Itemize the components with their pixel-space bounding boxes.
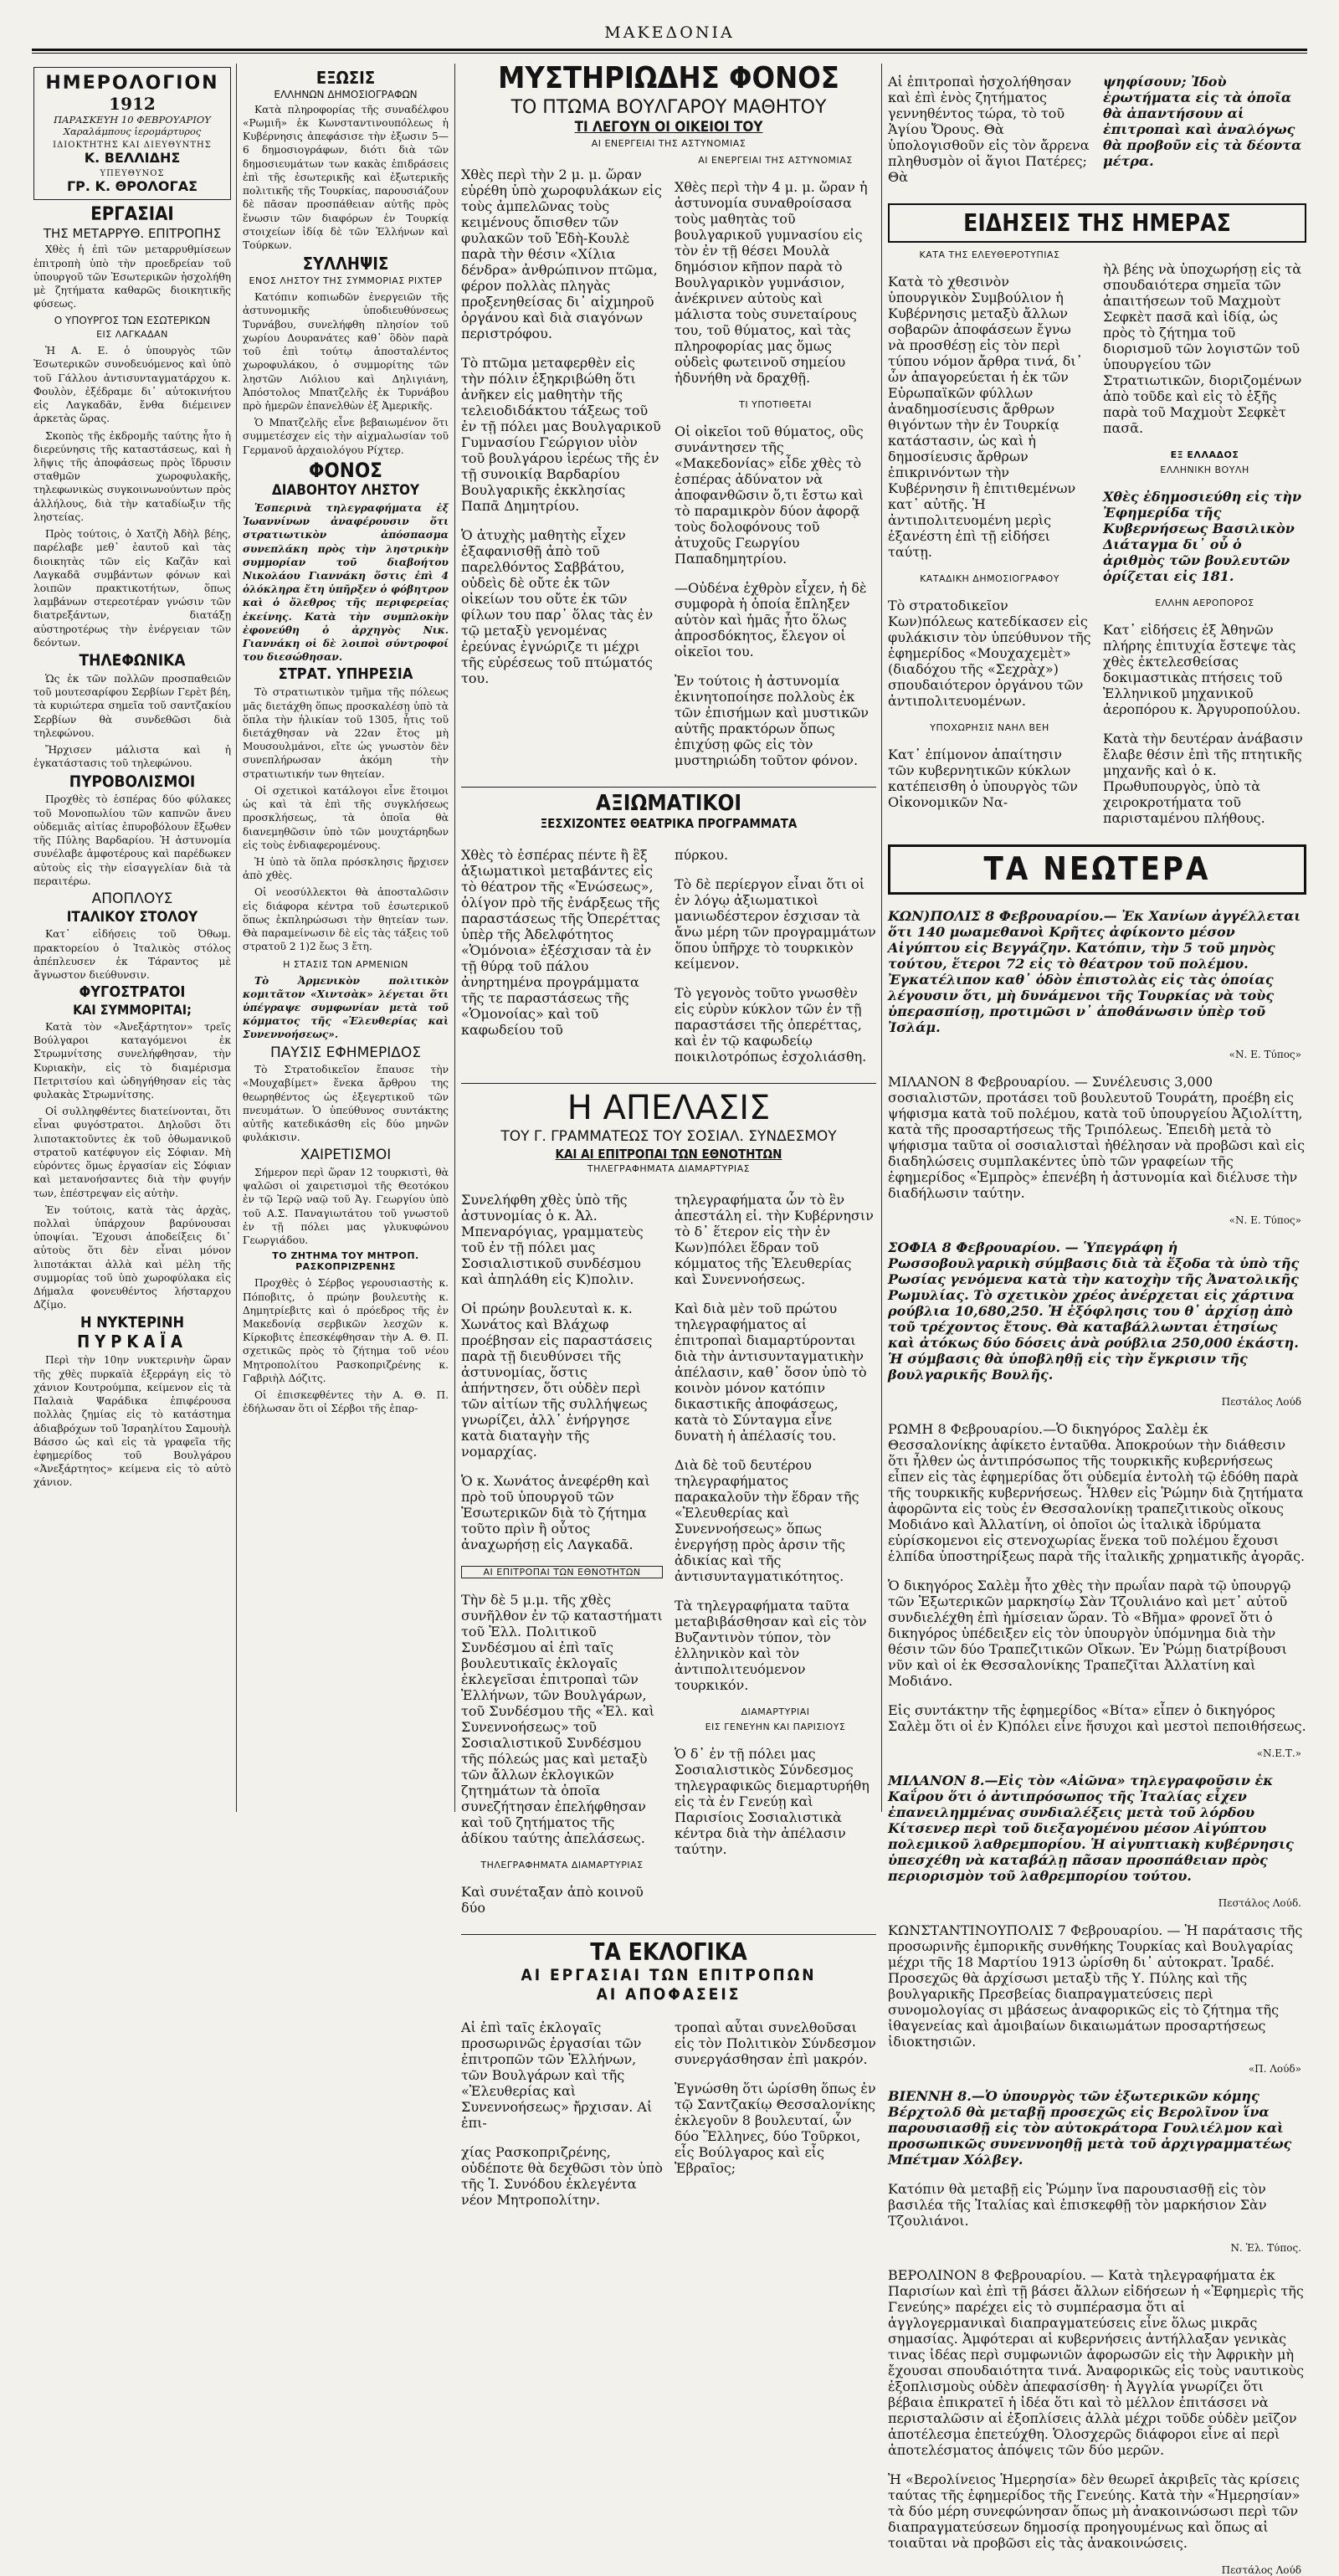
article-text: Τὸ δὲ περίεργον εἶναι ὅτι οἱ ἐν λόγῳ ἀξιωματικοὶ μανιωδέστερον ἐσχισαν τὰ ἄνω μέρη τῶν προγραμμάτων ὅπου ὑπῆρχε τὸ τουρκικὸν κείμενον.	[675, 875, 876, 972]
article-text: Κατὰ τὸ χθεσινὸν ὑπουργικὸν Συμβούλιον ἡ Κυβέρνησις μεταξὺ ἄλλων σοβαρῶν ἀποφάσεων ἔγνω νὰ προσθέσῃ εἰς τὸν περὶ τύπου νόμον ἄρθρα τινά, δι᾽ ὧν ἀπαγορεύεται ἡ ἐκ τῶν Εὐρωπαϊκῶν φύλλων ἀναδημοσίευσις ἄρθρων θιγόντων τὴν ἐν Τουρκίᾳ κατάστασιν, ὡς καὶ ἡ δημοσίευσις ἄρθρων ἐπικρινόντων τὴν Κυβέρνησιν ἢ ἐπιτιθεμένων κατ᾽ αὐτῆς. Ἡ ἀντιπολιτευομένη μερὶς ἐξανέστη ἐπὶ τῇ εἰδήσει ταύτῃ.	[888, 274, 1083, 561]
headline-sub: ΤΗΛΕΓΡΑΦΗΜΑΤΑ ΔΙΑΜΑΡΤΥΡΙΑΣ	[587, 1163, 751, 1175]
headline: ΜΥΣΤΗΡΙΩΔΗΣ ΦΟΝΟΣ	[498, 61, 839, 95]
news-item: Ἡ «Βερολίνειος Ἡμερησία» δὲν θεωρεῖ ἀκριβεῖς τὰς κρίσεις ταύτας τῆς ἐφημερίδος τῆς Γενεύης. Κατὰ τὴν «Ἡμερησίαν» τὰ δύο μέρη συνεφώνησαν ὅπως μὴ ἀνακοινώσωσι περὶ τῶν διαπραγματεύσεων δημοσίᾳ προηγουμένως καὶ ὅπως αἱ τοιαῦται νὰ προβῶσι εἰς τὰς ἀνακοινώσεις.	[888, 2471, 1301, 2552]
article-text: Συνελήφθη χθὲς ὑπὸ τῆς ἀστυνομίας ὁ κ. Ἀλ. Μπεναρόγιας, γραμματεὺς τοῦ ἐν τῇ πόλει μας Σοσιαλιστικοῦ συνδέσμου καὶ ἀπηλάθη εἰς Κ)πολιν.	[461, 1192, 644, 1288]
news-source: «Ν. Ε. Τύπος»	[1229, 1214, 1301, 1227]
article-text: Διὰ δὲ τοῦ δευτέρου τηλεγραφήματος παρακαλοῦν τὴν ἕδραν τῆς «Ἐλευθερίας καὶ Συνεννοήσεως» ὅπως ἐνεργήσῃ πρὸς ἀρσιν τῆς ἀδικίας καὶ τῆς ἀντισυνταγματικότητος.	[675, 1457, 859, 1585]
article-title: ΣΥΛΛΗΨΙΣ	[302, 254, 389, 275]
article-title: Η ΣΤΑΣΙΣ ΤΩΝ ΑΡΜΕΝΙΩΝ	[283, 958, 408, 970]
news-item: ΒΕΡΟΛΙΝΟΝ 8 Φεβρουαρίου. — Κατὰ τηλεγραφήματα ἐκ Παρισίων καὶ ἐπὶ τῇ βάσει ἄλλων εἰδήσεων ἡ «Ἐφημερὶς τῆς Γενεύης» παρέχει εἰς τὸ συμπέρασμα ὅτι αἱ ἀγγλογερμανικαὶ διαπραγματεύσεις εἶνε ὅλως μικρᾶς σημασίας. Ἀμφότεραι αἱ κυβερνήσεις ἀντήλλαξαν γενικὰς τινας ἰδέας περὶ συμφωνιῶν ἀφορωσῶν εἰς τὴν Ἀφρικὴν μὴ ἔχουσαι σπουδαιότητα τινά. Ἀναφορικῶς εἰς τοὺς ναυτικοὺς ἐξοπλισμοὺς οὐδὲν ἀπεφασίσθη· ἡ Ἀγγλία γνωρίζει ὅτι βέβαια ἐπικρατεῖ ἡ ἰδέα ὅτι καὶ τὸ μέλλον ἐπιτάσσει νὰ περισταλῶσιν αἱ ἐξοπλίσεις ἀλλὰ μέχρι τοῦδε οὐδὲν μεῖζον ἀποτέλεσμα ἐπετεύχθη. Ὁλοσχερῶς διάφοροι εἶνε αἱ περὶ ἀποτελέσματος ἀπόψεις τῶν δύο μερῶν.	[888, 2267, 1305, 2459]
column-2	[243, 67, 449, 1812]
column-separator	[236, 64, 237, 1812]
article-text: Ὁ Μπατζελῆς εἶνε βεβαιωμένον ὅτι συμμετέσχεν εἰς τὴν αἰχμαλωσίαν τοῦ Γερμανοῦ ἀρχαιολόγου Ρίχτερ.	[243, 417, 449, 456]
article-text: Οἱ συλληφθέντες διατείνονται, ὅτι εἶναι φυγόστρατοι. Δηλοῦσι ὅτι λιποτακτοῦντες ἐκ τοῦ ὀθωμανικοῦ στρατοῦ κατέφυγον εἰς Σόφιαν. Μὴ εὑρόντες ὅμως ἐργασίαν εἰς Σόφιαν καὶ μετανοήσαντες διὰ τὴν φυγήν των, ἐπέστρεψαν εἰς αὐτὴν.	[33, 1106, 231, 1199]
section-title: ΑΙ ΕΠΙΤΡΟΠΑΙ ΤΩΝ ΕΘΝΟΤΗΤΩΝ	[461, 1566, 663, 1578]
headline-sub: ΑΙ ΕΝΕΡΓΕΙΑΙ ΤΗΣ ΑΣΤΥΝΟΜΙΑΣ	[591, 137, 746, 149]
calendar-title: ΗΜΕΡΟΛΟΓΙΟΝ	[45, 73, 219, 94]
article-text: Ἑσπερινὰ τηλεγραφήματα ἐξ Ἰωαννίνων ἀναφέρουσιν ὅτι στρατιωτικὸν ἀπόσπασμα συνεπλάκη πρὸς τὴν ληστρικὴν συμμορίαν τοῦ διαβοήτου Νικολάου Γιαννάκη ὅστις ἐπὶ 4 ὁλόκληρα ἔτη ὑπῆρξεν ὁ φόβητρον καὶ ὁ ὄλεθρος τῆς περιφερείας ἐκείνης. Κατὰ τὴν συμπλοκὴν ἐφονεύθη ὁ ἀρχηγὸς Νικ. Γιαννάκη οἱ δὲ λοιποὶ σύντροφοί του διεσώθησαν.	[243, 501, 449, 664]
top-rule-thin	[32, 53, 1307, 54]
top-rule	[32, 49, 1307, 51]
news-source: Πεστάλος Λούδ.	[1218, 1897, 1301, 1910]
news-item: ΜΙΛΑΝΟΝ 8.—Εἰς τὸν «Αἰῶνα» τηλεγραφοῦσιν ἐκ Καΐρου ὅτι ὁ ἀντιπρόσωπος τῆς Ἰταλίας εἶχεν ἐπανειλημμένας συνδιαλέξεις μετὰ τοῦ λόρδου Κίτσενερ περὶ τοῦ διεξαγομένου μέσον Αἰγύπτου πολεμικοῦ λαθρεμπορίου. Ἡ αἰγυπτιακὴ κυβέρνησις ὑπεσχέθη νὰ καταβάλῃ πᾶσαν προσπάθειαν πρὸς περιορισμὸν τοῦ λαθρεμπορίου τούτου.	[888, 1773, 1294, 1885]
article-text: Οἱ νεοσύλλεκτοι θὰ ἀποσταλῶσιν εἰς διάφορα κέντρα τοῦ ἐσωτερικοῦ ὅπως ἐκπληρώσωσι τὴν θητείαν των. Θὰ παραμείνωσιν δὲ εἰς τὰς τάξεις τοῦ στρατοῦ 2 1)2 ἔως 3 ἔτη.	[243, 886, 449, 953]
article-text: Ἡ Α. Ε. ὁ ὑπουργὸς τῶν Ἐσωτερικῶν συνοδευόμενος καὶ ὑπὸ τοῦ Γάλλου ἀντισυνταγματάρχου κ. Φουλὸν, ἐξέδραμε δι᾽ αὐτοκινήτου εἰς Λαγκαδᾶν, ἔνθα διέμεινεν ἀρκετὰς ὥρας.	[33, 345, 231, 425]
responsible-name: ΓΡ. Κ. ΘΡΟΛΟΓΑΣ	[66, 178, 198, 194]
article-text: Οἱ σχετικοὶ κατάλογοι εἶνε ἕτοιμοι ὡς καὶ τὰ ἐπὶ τῆς συγκλήσεως προσκλήσεως, τὰ ὁποῖα θὰ διανεμηθῶσιν ὑπὸ τῶν μουχτάρηδων εἰς τοὺς ἐνδιαφερομένους.	[243, 784, 449, 851]
news-source: «Π. Λούδ»	[1248, 2063, 1301, 2076]
column-1	[33, 67, 231, 1812]
article-text: Σήμερον περὶ ὥραν 12 τουρκιστὶ, θὰ ψαλῶσι οἱ χαιρετισμοὶ τῆς Θεοτόκου ἐν τῷ Ἱερῷ ναῷ τοῦ Ἀγ. Γεωργίου ὑπὸ τοῦ Α.Σ. Παναγιωτάτου τοῦ γνωστοῦ ἐν τῇ πόλει μας γλυκυφώνου Γεωργιάδου.	[243, 1167, 449, 1247]
news-item: ΜΙΛΑΝΟΝ 8 Φεβρουαρίου. — Συνέλευσις 3,000 σοσιαλιστῶν, προτάσει τοῦ βουλευτοῦ Τουράτη, προέβη εἰς ψήφισμα κατὰ τοῦ πολέμου, κατὰ τοῦ ὑπουργείου Ἀζιολίττη, κατὰ τῆς προσαρτήσεως τῆς Τριπόλεως. Ἐπειδὴ μετὰ τὸ ψήφισμα ταῦτα οἱ σοσιαλισταὶ ἠθέλησαν νὰ προβῶσι καὶ εἰς διαδηλώσεις συμπλακέντες ὑπὸ τῶν γραφείων τῆς ἐφημερίδος «Ἐμπρὸς» ἐπενέβη ἡ ἀστυνομία καὶ διέλυσε τὴν διαδήλωσιν ταύτην.	[888, 1074, 1306, 1202]
article-title: ΠΑΥΣΙΣ ΕΦΗΜΕΡΙΔΟΣ	[269, 1044, 422, 1061]
article-title: ΚΑΤΑ ΤΗΣ ΕΛΕΥΘΕΡΟΤΥΠΙΑΣ	[919, 249, 1060, 261]
article-title: ΧΑΙΡΕΤΙΣΜΟΙ	[300, 1147, 392, 1164]
section-title: ΕΙΣ ΓΕΝΕΥΗΝ ΚΑΙ ΠΑΡΙΣΙΟΥΣ	[705, 1722, 846, 1733]
article-text: Τὸ στρατοδικεῖον Κων)πόλεως κατεδίκασεν εἰς φυλάκισιν τὸν ὑπεύθυνον τῆς ἐφημερίδος «Μουχαχεμὲτ» (διαδόχου τῆς «Σεχρὰχ») σπουδαιότερον ὀργάνου τῶν ἀντιπολιτευομένων.	[888, 598, 1091, 710]
article-text: τροπαὶ αὗται συνελθοῦσαι εἰς τὸν Πολιτικὸν Σύνδεσμον συνεργάσθησαν ἐπὶ μακρόν.	[675, 2019, 876, 2067]
article-text: Ἐν τούτοις, κατὰ τὰς ἀρχὰς, πολλαὶ ὑπάρχουν βαρύνουσαι ὑποψίαι. Ἔχουσι ἀποδείξεις δι᾽ αὐτοὺς ὅτι δὲν εἶναι μόνον λιποτάκται ἀλλὰ καὶ μέλη τῆς συμμορίας τοῦ ὑπὸ χωροφύλακα εἰς Δήμαλα φονευθέντος λήσταρχου Δζίμο.	[33, 1203, 231, 1311]
article-title: ΠΥΡΚΑΪΑ	[77, 1332, 187, 1352]
article-text: Προχθὲς ὁ Σέρβος γερουσιαστὴς κ. Πόποβιτς, ὁ πρώην βουλευτὴς κ. Δημητρίεβιτς καὶ ὁ πρόεδρος τῆς ἐν Μακεδονίᾳ σερβικῶν λεσχῶν κ. Κίρκοβιτς ἐπεσκέφθησαν τὴν Α. Θ. Π. σχετικῶς πρὸς τὸ ζήτημα τοῦ νέου Μητροπολίτου Ρασκοπριζρένης κ. Γαβριὴλ Δόζιτς.	[243, 1277, 449, 1384]
article-text: Κατόπιν κοπιωδῶν ἐνεργειῶν τῆς ἀστυνομικῆς ὑποδιευθύνσεως Τυρνάβου, συνελήφθη πλησίον τοῦ χωρίου Δουρανάτες καθ᾽ ὃδὸν παρὰ τοῦ ἐπὶ τούτῳ ἀποσταλέντος χωροφυλάκου, ὁ συμμορίτης τῶν ληστῶν Λιόλιου καὶ Δηλιγιάνη, Ἀπόστολος Μπατζελῆς ἐκ Τυρνάβου πρὸ ἡμερῶν ἐπανελθὼν ἐξ Ἀμερικῆς.	[243, 291, 449, 412]
article-subtitle: ΤΗΣ ΜΕΤΑΡΡΥΘ. ΕΠΙΤΡΟΠΗΣ	[43, 226, 222, 242]
news-item: ΚΩΝΣΤΑΝΤΙΝΟΥΠΟΛΙΣ 7 Φεβρουαρίου. — Ἡ παράτασις τῆς προσωρινῆς ἐμπορικῆς συνθήκης Τουρκίας καὶ Βουλγαρίας μέχρι τῆς 18 Μαρτίου 1913 ὡρίσθη δι᾽ αὐτοκρατ. Ἰραδέ. Προσεχῶς θὰ ἀρχίσωσι μεταξὺ τῆς Υ. Πύλης καὶ τῆς βουλγαρικῆς Πρεσβείας διαπραγματεύσεις περὶ συνομολογίας σι μβάσεως ἀναφορικῶς εἰς τὸ ζήτημα τῆς ἰθαγενείας καὶ ἀμοιβαίων δικαιωμάτων προσαρτήσεως ἰδιοκτησιῶν.	[888, 1922, 1303, 2050]
article-text: Χθὲς τὸ ἑσπέρας πέντε ἢ ἓξ ἀξιωματικοὶ μεταβάντες εἰς τὸ θέατρον τῆς «Ἑνώσεως», ὀλίγον πρὸ τῆς ἐνάρξεως τῆς παραστάσεως τῆς Ὀπερέττας ὑπὲρ τῆς Ἀδελφότητος «Ὁμόνοια» ἐξέσχισαν τὰ ἐν τῇ θύρᾳ τοῦ πάλου ἀνηρτημένα προγράμματα τῆς τε παραστάσεως τῆς «Ὁμονοίας» καὶ τοῦ καφωδείου τοῦ	[461, 846, 660, 1038]
owner-name: Κ. ΒΕΛΛΙΔΗΣ	[84, 150, 181, 166]
article-title: Η ΝΥΚΤΕΡΙΝΗ	[80, 1313, 185, 1332]
news-item: Ὁ δικηγόρος Σαλὲμ ἦτο χθὲς τὴν πρωΐαν παρὰ τῷ ὑπουργῷ τῶν Ἐξωτερικῶν μαρκησίῳ Σὰν Τζουλιάνο καὶ μετ᾽ αὐτοῦ συνδιελέχθη ἐπὶ ἡμίσειαν ὥραν. Τὸ «Βῆμα» φρονεῖ ὅτι ὁ δικηγόρος ὑπέδειξεν εἰς τὸν ὑπουργὸν ὑπόμνημα διὰ τὴν θέσιν τῶν δύο Τραπεζιτικῶν Οἴκων. Ἐν Ῥώμῃ διατρίβουσι νῦν καὶ οἱ ἐκ Θεσσαλονίκης Τραπεζῖται Ἀλλατίνη καὶ Μοδιάνο.	[888, 1578, 1291, 1690]
newspaper-title: ΜΑΚΕΔΟΝΙΑ	[604, 23, 735, 42]
article-text: Οἱ πρώην βουλευταὶ κ. κ. Χωνάτος καὶ Βλάχωφ προέβησαν εἰς παραστάσεις παρὰ τῇ διευθύνσει τῆς ἀστυνομίας, ὅστις ἀπήντησεν, ὅτι οὐδὲν περὶ τῶν αἰτίων τῆς συλλήψεως γνωρίζει, ἀλλ᾽ ἐνήργησε κατὰ διαταγὴν τῆς νομαρχίας.	[461, 1301, 653, 1460]
article-text: Τὸ στρατιωτικὸν τμῆμα τῆς πόλεως μᾶς διετάχθη ὅπως προσκαλέσῃ ὑπὸ τὰ ὅπλα τὴν ἡλικίαν τοῦ 1305, ἧτις τοῦ διετάχθησαν νὰ 22αν ἔτος μὴ Μουσουλμάνοι, εἴτε ὡς γνωστὸν δὲν συνεπλήρωσαν ἀκόμη τὴν στρατιωτικήν των θητείαν.	[243, 686, 449, 780]
section-banner: ΕΙΔΗΣΕΙΣ ΤΗΣ ΗΜΕΡΑΣ	[963, 209, 1231, 237]
section-banner: ΤΑ ΝΕΩΤΕΡΑ	[983, 850, 1211, 888]
article-title: ΕΞ ΕΛΛΑΔΟΣ	[1170, 449, 1239, 461]
news-item: Κατόπιν θὰ μεταβῇ εἰς Ῥώμην ἵνα παρουσιασθῇ εἰς τὸν βασιλέα τῆς Ἰταλίας καὶ ἐπισκεφθῇ τὸν μαρκήσιον Σὰν Τζουλιάνοι.	[888, 2181, 1267, 2230]
article-text: Αἱ ἐπὶ ταῖς ἐκλογαῖς προσωρινῶς ἐργασίαι τῶν ἐπιτροπῶν τῶν Ἑλλήνων, τῶν Βουλγάρων καὶ τῆς «Ἐλευθερίας καὶ Συνεννοήσεως» ἤρχισαν. Αἱ ἐπι-	[461, 2019, 653, 2131]
article-title: ΕΞΩΣΙΣ	[316, 68, 376, 88]
article-text: Τὸ Στρατοδικεῖον ἔπαυσε τὴν «Μουχαβίμετ» ἕνεκα ἄρθρου της θεωρηθέντος ὡς ἐξεγερτικοῦ τῶν πνευμάτων. Ὁ ὑπεύθυνος συντάκτης αὐτῆς κατεδικάσθη εἰς δύο μηνῶν φυλάκισιν.	[243, 1064, 449, 1144]
article-text: Ὁ ἀτυχὴς μαθητὴς εἶχεν ἐξαφανισθῇ ἀπὸ τοῦ παρελθόντος Σαββάτου, οὐδεὶς δὲ οὔτε ἐκ τῶν οἰκείων του οὔτε ἐκ τῶν φίλων του παρ᾽ ὅλας τὰς ἐν τῷ μεταξὺ γενομένας ἐρεύνας ἐγνώριζε τι μέχρι τῆς εὑρέσεως τοῦ πτώματός του.	[461, 526, 654, 686]
article-text: Ἐν τούτοις ἡ ἀστυνομία ἐκινητοποίησε πολλοὺς ἐκ τῶν ἐπισήμων καὶ μυστικῶν αὐτῆς πρακτόρων ὅπως ἐπιχύσῃ φῶς εἰς τὸν μυστηριώδη τοῦτον φόνον.	[675, 672, 869, 768]
article-title: ΥΠΟΧΩΡΗΣΙΣ ΝΑΗΛ ΒΕΗ	[930, 722, 1049, 734]
article-text: —Οὐδένα ἐχθρὸν εἶχεν, ἡ δὲ συμφορὰ ἡ ὁποία ἔπληξεν αὐτὸν καὶ ἡμᾶς ἦτο ὅλως ἀπροσδόκητος, ἔλεγον οἱ οἰκεῖοι του.	[675, 579, 867, 659]
article-title: ΕΡΓΑΣΙΑΙ	[90, 204, 174, 225]
column-separator	[454, 64, 455, 1812]
right-columns	[888, 60, 1306, 2576]
article-title: ΚΑΙ ΣΥΜΜΟΡΙΤΑΙ;	[73, 1002, 192, 1019]
section-title: ΤΗΛΕΓΡΑΦΗΜΑΤΑ ΔΙΑΜΑΡΤΥΡΙΑΣ	[480, 1860, 644, 1871]
news-item: ΣΟΦΙΑ 8 Φεβρουαρίου. — Ὑπεγράφη ἡ Ρωσσοβουλγαρικὴ σύμβασις διὰ τὰ ἔξοδα τὰ ὑπὸ τῆς Ρωσίας γενόμενα κατὰ τὴν κατοχὴν τῆς Ἀνατολικῆς Ρωμυλίας. Τὸ σχετικὸν χρέος ἀνέρχεται εἰς χάρτινα ρούβλια 10,680,250. Ἡ ἐξόφλησις του θ᾽ ἀρχίσῃ ἀπὸ τοῦ τρέχοντος ἔτους. Θὰ καταβάλλωνται ἐτησίως καὶ ἀτόκως δύο δόσεις ἀνὰ ρούβλια 250,000 ἑκάστη. Ἡ σύμβασις θὰ ὑποβληθῇ εἰς τὴν ἔγκρισιν τῆς βουλγαρικῆς Βουλῆς.	[888, 1239, 1300, 1383]
article-text: πύρκου.	[675, 846, 729, 863]
section-title: ΔΙΑΜΑΡΤΥΡΙΑΙ	[741, 1706, 810, 1718]
article-text: Καὶ διὰ μὲν τοῦ πρώτου τηλεγραφήματος αἱ ἐπιτροπαὶ διαμαρτύρονται διὰ τὴν ἀντισυνταγματικὴν ἀπέλασιν, καθ᾽ ὅσον ὑπὸ τὸ κοινὸν μόνον κατόπιν δικαστικῆς ἀποφάσεως, κατὰ τὸ Σύνταγμα εἶνε δυνατὴ ἡ ἀπέλασίς του.	[675, 1301, 867, 1445]
article-text: Τὸ γεγονὸς τοῦτο γνωσθὲν εἰς εὐρὺν κύκλον τῶν ἐν τῇ παραστάσει τῆς ὀπερέττας, καὶ ἐν τῷ καφωδείῳ ποικιλοτρόπως ἐσχολιάσθη.	[675, 984, 867, 1065]
article-text: ψηφίσουν; Ἰδοὺ ἐρωτήματα εἰς τὰ ὁποῖα θὰ ἀπαντήσουν αἱ ἐπιτροπαὶ καὶ ἀναλόγως θὰ προβοῦν εἰς τὰ δέοντα μέτρα.	[1103, 74, 1302, 169]
article-title: ΣΤΡΑΤ. ΥΠΗΡΕΣΙΑ	[278, 665, 413, 684]
article-title: ΑΠΟΠΛΟΥΣ	[91, 890, 173, 907]
section-title: ΑΙ ΕΝΕΡΓΕΙΑΙ ΤΗΣ ΑΣΤΥΝΟΜΙΑΣ	[698, 154, 853, 166]
calendar-box	[33, 67, 231, 200]
news-source: Ν. Ἐλ. Τύπος.	[1230, 2242, 1301, 2255]
article-subtitle: ΕΛΛΗΝΙΚΗ ΒΟΥΛΗ	[1160, 464, 1249, 476]
article-text: Ὁ κ. Χωνάτος ἀνεφέρθη καὶ πρὸ τοῦ ὑπουργοῦ τῶν Ἐσωτερικῶν διὰ τὸ ζήτημα τοῦτο πρὶν ἢ οὗτος ἀναχωρήσῃ εἰς Λαγκαδᾶ.	[461, 1473, 650, 1553]
article-text: Τὸ Ἀρμενικὸν πολιτικὸν κομιτᾶτον «Χιντσὰκ» λέγεται ὅτι ὑπέγραψε συμφωνίαν μετὰ τοῦ κόμματος τῆς «Ἐλευθερίας καὶ Συνεννοήσεως».	[243, 974, 449, 1041]
headline-sub: ΑΙ ΑΠΟΦΑΣΕΙΣ	[596, 1984, 741, 2004]
column-separator	[881, 64, 882, 1812]
news-item: Εἰς συντάκτην τῆς ἐφημερίδος «Βίτα» εἶπεν ὁ δικηγόρος Σαλὲμ ὅτι οἱ ἐν Κ)πόλει εἶνε ἥσυχοι καὶ μεστοὶ πεποιθήσεως.	[888, 1702, 1306, 1735]
headline: Η ΑΠΕΛΑΣΙΣ	[567, 1088, 771, 1127]
article-subtitle: ΕΝΟΣ ΛΗΣΤΟΥ ΤΗΣ ΣΥΜΜΟΡΙΑΣ ΡΙΧΤΕΡ	[249, 275, 443, 287]
article-text: Κατὰ τὴν δευτέραν ἀνάβασιν ἔλαβε θέσιν ἐπὶ τῆς πτητικῆς μηχανῆς καὶ ὁ κ. Πρωθυπουργὸς, ὑπὸ τὰ χειροκροτήματα τοῦ παρισταμένου πλήθους.	[1103, 731, 1303, 827]
article-text: Τὰ τηλεγραφήματα ταῦτα μεταβιβάσθησαν καὶ εἰς τὸν Βυζαντινὸν τύπον, τὸν ἑλληνικὸν καὶ τὸν ἀντιπολιτευόμενον τουρκικόν.	[675, 1598, 867, 1694]
article-text: Ὡς ἐκ τῶν πολλῶν προσπαθειῶν τοῦ μουτεσαρίφου Σερβίων Γερὲτ βέη, τὰ κυριώτερα σημεῖα τοῦ σαντζακίου Σερβίων θὰ συνδεθῶσι διὰ τηλεφώνου.	[33, 672, 231, 739]
article-text: Κατὰ πληροφορίας τῆς συναδέλφου «Ρωμιῆ» ἐκ Κωνσταντινουπόλεως ἡ Κυβέρνησις ἀπεφάσισε τὴν ἐξωσιν 5—6 δημοσιογράφων, διότι διὰ τῶν δημοσιευμάτων των κακὰς ἐπιδράσεις ἐπὶ τῆς ἐσωτερικῆς καὶ ἐξωτερικῆς πολιτικῆς τῆς Τουρκίας, παρουσιάζουν δὲ πᾶσαν προσπάθειαν αὐτῆς πρὸς ἕνωσιν τῶν διαφόρων ἐν Τουρκίᾳ στοιχείων ἰδίᾳ δὲ τῶν Ἑλλήνων καὶ Τούρκων.	[243, 103, 449, 251]
article-text: Αἱ ἐπιτροπαὶ ἠσχολήθησαν καὶ ἐπὶ ἑνὸς ζητήματος γεννηθέντος τώρα, τὸ τοῦ Ἁγίου Ὄρους. Θὰ ὑπολογισθοῦν εἰς τὸν ἄρρενα πληθυσμὸν οἱ ἅγιοι Πατέρες; Θὰ	[888, 74, 1090, 185]
article-text: Ἡ ὑπὸ τὰ ὅπλα πρόσκλησις ἤρχισεν ἀπὸ χθὲς.	[243, 856, 449, 882]
news-source: Πεστάλος Λούδ	[1221, 1396, 1301, 1409]
article-title: ΠΥΡΟΒΟΛΙΣΜΟΙ	[69, 772, 196, 791]
news-item: ΡΩΜΗ 8 Φεβρουαρίου.—Ὁ δικηγόρος Σαλὲμ ἐκ Θεσσαλονίκης ἀφίκετο ἐνταῦθα. Ἀποκρούων τὴν διάθεσιν ὅτι ἦλθεν ὡς ἀντιπρόσωπος τῆς τουρκικῆς κυβερνήσεως εἶπεν εἰς τὰς ἐφημερίδας ὅτι οὐδεμία ἐντολὴ τῷ ἐδόθη παρὰ τῆς τουρκικῆς κυβερνήσεως. Ἦλθεν εἰς Ῥώμην διὰ ζητήματα ἀφορῶντα εἰς τοὺς ἐν Θεσσαλονίκῃ τραπεζιτικοὺς οἴκους Μοδιάνο καὶ Ἀλλατίνη, οἱ ὁποῖοι ὡς ἰταλικὰ ἱδρύματα εὑρίσκομενοι εἰς στενοχωρίας ἕνεκα τοῦ πολέμου ἔχουσι ἐλπίδα ὑποστηρίξεως παρὰ τῆς ἰταλικῆς χρηματικῆς ἀγορᾶς.	[888, 1421, 1306, 1565]
article-text: Κατὰ τὸν «Ἀνεξάρτητον» τρεῖς Βούλγαροι καταγόμενοι ἐκ Στρωμνίτσης συνελήφθησαν, τὴν Κυριακὴν, εἰς τὸ διαμέρισμα Πετριτσίου καὶ ὡδηγήθησαν εἰς τὰς φυλακὰς Στρωμνίτσης.	[33, 1020, 231, 1101]
article-text: Ἤρχισεν μάλιστα καὶ ἡ ἐγκατάστασις τοῦ τηλεφώνου.	[33, 744, 231, 770]
headline: ΤΑ ΕΚΛΟΓΙΚΑ	[590, 1938, 747, 1967]
calendar-saint: Χαραλάμπους ἱερομάρτυρος	[63, 126, 202, 137]
article-text: Κατ᾽ ἐπίμονον ἀπαίτησιν τῶν κυβερνητικῶν κύκλων κατέπεισθη ὁ ὑπουργὸς τῶν Οἰκονομικῶν Να-	[888, 747, 1078, 811]
article-text: Σκοπὸς τῆς ἐκδρομῆς ταύτης ἦτο ἡ διερεύνησις τῆς καταστάσεως, καὶ ἡ λῆψις τῆς ἀποφάσεως πρὸς ἵδρυσιν σταθμῶν χωροφυλακῆς, τηλεφωνικὼς συγκοινωνούντων πρὸς ἀλλήλους, διὰ τὴν καταδίωξιν τῆς ληστείας.	[33, 429, 231, 523]
headline-sub: ΑΙ ΕΡΓΑΣΙΑΙ ΤΩΝ ΕΠΙΤΡΟΠΩΝ	[521, 1965, 817, 1984]
center-columns	[461, 60, 876, 2208]
article-text: Πρὸς τούτοις, ὁ Χατζὴ Ἀδὴλ βέης, παρέλαβε μεθ᾽ ἑαυτοῦ καὶ τὰς διοικητὰς τῶν εἰς Καζᾶν καὶ Λαγκαδᾶ συμβάντων φόνων καὶ λοιπῶν πρακτικοτήτων, ὅπως λαμβάνων στερεοτέραν γνώσιν τῶν διατρεξάντων, διατάξῃ αὐστηροτέρως τὴν ἐνέργειαν τῶν δεόντων.	[33, 528, 231, 649]
article-text: Ὁ δ᾽ ἐν τῇ πόλει μας Σοσιαλιστικὸς Σύνδεσμος τηλεγραφικῶς διεμαρτυρήθη εἰς τὰ ἐν Γενεύῃ καὶ Παρισίοις Σοσιαλιστικὰ κέντρα διὰ τὴν ἀπέλασιν ταύτην.	[675, 1746, 870, 1858]
article-title: ΦΥΓΟΣΤΡΑΤΟΙ	[79, 983, 186, 1002]
article-text: Οἱ ἐπισκεφθέντες τὴν Α. Θ. Π. ἐδήλωσαν ὅτι οἱ Σέρβοι τῆς ἐπαρ-	[243, 1389, 449, 1415]
headline-sub: ΚΑΙ ΑΙ ΕΠΙΤΡΟΠΑΙ ΤΩΝ ΕΘΝΟΤΗΤΩΝ	[555, 1146, 782, 1162]
article-subtitle: ΕΛΛΗΝΩΝ ΔΗΜΟΣΙΟΓΡΑΦΩΝ	[274, 89, 418, 100]
article-text: χίας Ρασκοπριζρένης, οὐδέποτε θὰ δεχθῶσι τὸν ὑπὸ τῆς Ἱ. Συνόδου ἐκλεγέντα νέον Μητροπολίτην.	[461, 2143, 663, 2208]
article-text: Κατ᾽ εἰδήσεις ἐξ Ἀθηνῶν πλήρης ἐπιτυχία ἔστεψε τὰς χθὲς ἐκτελεσθείσας δοκιμαστικὰς πτήσεις τοῦ Ἑλληνικοῦ μηχανικοῦ ἀεροπόρου κ. Ἀργυροπούλου.	[1103, 622, 1301, 718]
article-text: Καὶ συνέταξαν ἀπὸ κοινοῦ δύο	[461, 1884, 644, 1917]
article-text: Χθὲς ἐδημοσιεύθη εἰς τὴν Ἐφημερίδα τῆς Κυβερνήσεως Βασιλικὸν Διάταγμα δι᾽ οὗ ὁ ἀριθμὸς τῶν βουλευτῶν ὁρίζεται εἰς 181.	[1103, 489, 1302, 585]
article-text: Χθὲς περὶ τὴν 2 μ. μ. ὥραν εὑρέθη ὑπὸ χωροφυλάκων εἰς τοὺς ἀμπελῶνας τοὺς κειμένους ὄπισθεν τῶν φυλακῶν τοῦ Ἐδὴ-Κουλὲ παρὰ τὴν θέσιν «Χίλια δένδρα» ἀνθρώπινον πτῶμα, φέρον πολλὰς πληγὰς προξενηθείσας δι᾽ αἰχμηροῦ ὀργάνου καὶ διὰ σιαγόνων περιστρόφου.	[461, 166, 663, 341]
article-title: ΙΤΑΛΙΚΟΥ ΣΤΟΛΟΥ	[66, 908, 198, 926]
headline-sub: ΤΟΥ Γ. ΓΡΑΜΜΑΤΕΩΣ ΤΟΥ ΣΟΣΙΑΛ. ΣΥΝΔΕΣΜΟΥ	[500, 1127, 837, 1145]
article-subtitle: ΔΙΑΒΟΗΤΟΥ ΛΗΣΤΟΥ	[271, 482, 420, 500]
article-text: ὴλ βέης νὰ ὑποχωρήσῃ εἰς τὰ σπουδαιότερα σημεῖα τῶν ἀπαιτήσεων τοῦ Μαχμοὺτ Σεφκὲτ πασᾶ καὶ ἰδίᾳ, ὡς πρὸς τὸ ζήτημα τοῦ διορισμοῦ τῶν λογιστῶν τοῦ ὑπουργείου τῶν Στρατιωτικῶν, διοριζομένων ἀπὸ τοῦδε καὶ εἰς τὸ ἑξῆς παρὰ τοῦ Μαχμοὺτ Σεφκὲτ πασᾶ.	[1103, 261, 1302, 437]
article-text: Τὴν δὲ 5 μ.μ. τῆς χθὲς συνῆλθον ἐν τῷ καταστήματι τοῦ Ἑλλ. Πολιτικοῦ Συνδέσμου αἱ ἐπὶ ταῖς βουλευτικαῖς ἐκλογαῖς ἐκλεγεῖσαι ἐπιτροπαὶ τῶν Ἑλλήνων, τῶν Βουλγάρων, τοῦ Συνδέσμου τῆς «Ἐλ. καὶ Συνεννοήσεως» τοῦ Σοσιαλιστικοῦ Συνδέσμου τῆς πόλεώς μας καὶ μεταξὺ τῶν ἄλλων ἐκλογικῶν ζητημάτων τὰ ὁποῖα συνεζήτησαν ἐπελήφθησαν καὶ τοῦ ζητήματος τῆς ἀδίκου ταύτης ἀπελάσεως.	[461, 1592, 663, 1847]
headline-sub: ΞΕΣΧΙΖΟΝΤΕΣ ΘΕΑΤΡΙΚΑ ΠΡΟΓΡΑΜΜΑΤΑ	[540, 816, 798, 832]
article-text: Χθὲς ἡ ἐπὶ τῶν μεταρρυθμίσεων ἐπιτροπὴ ὑπὸ τὴν προεδρείαν τοῦ ὑπουργοῦ τῶν Ἐσωτερικῶν ἠσχολήθη μὲ ζητήματα καθαρῶς διοικητικῆς φύσεως.	[33, 244, 231, 310]
news-source: Πεστάλος Λούδ	[1221, 2564, 1301, 2576]
article-title: ΦΟΝΟΣ	[309, 458, 382, 482]
headline-sub: ΤΙ ΛΕΓΟΥΝ ΟΙ ΟΙΚΕΙΟΙ ΤΟΥ	[574, 119, 763, 136]
news-item: ΚΩΝ)ΠΟΛΙΣ 8 Φεβρουαρίου.— Ἐκ Χανίων ἀγγέλλεται ὅτι 140 μωαμεθανοὶ Κρῆτες ἀφίκοντο μέσον Αἰγύπτου εἰς Βεγγάζην. Κατόπιν, τὴν 5 τοῦ μηνὸς τούτου, ἕτεροι 72 εἰς τὸ θέατρον τοῦ πολέμου. Ἐγκατέλιπον καθ᾽ ὁδὸν ἐπιστολὰς εἰς τὰς ὁποίας λέγουσιν ὅτι, μὴ δυνάμενοι τῆς Τουρκίας νὰ τοὺς ὑπερασπίσῃ, προτιμῶσι ν᾽ ἀποθάνωσιν ὑπὲρ τοῦ Ἰσλάμ.	[888, 908, 1301, 1036]
article-text: Ἐγνώσθη ὅτι ὡρίσθη ὅπως ἐν τῷ Σαντζακίῳ Θεσσαλονίκης ἐκλεγοῦν 8 βουλευταί, ὧν δύο Ἕλληνες, δύο Τοῦρκοι, εἷς Βούλγαρος καὶ εἷς Ἑβραῖος;	[675, 2080, 876, 2176]
article-title: ΕΛΛΗΝ ΑΕΡΟΠΟΡΟΣ	[1155, 598, 1254, 609]
calendar-day: ΠΑΡΑΣΚΕΥΗ 10 ΦΕΒΡΟΥΑΡΙΟΥ	[54, 114, 211, 126]
calendar-year: 1912	[109, 94, 156, 114]
article-subtitle: ΕΙΣ ΛΑΓΚΑΔΑΝ	[96, 329, 168, 341]
article-title: ΤΟ ΖΗΤΗΜΑ ΤΟΥ ΜΗΤΡΟΠ. ΡΑΣΚΟΠΡΙΖΡΕΝΗΣ	[272, 1250, 419, 1273]
headline: ΑΞΙΩΜΑΤΙΚΟΙ	[595, 790, 742, 816]
section-title: ΤΙ ΥΠΟΤΙΘΕΤΑΙ	[739, 398, 812, 410]
news-source: «Ν. Ε. Τύπος»	[1229, 1049, 1301, 1061]
article-title: ΚΑΤΑΔΙΚΗ ΔΗΜΟΣΙΟΓΡΑΦΟΥ	[920, 573, 1059, 585]
article-text: Περὶ τὴν 10ην νυκτερινὴν ὥραν τῆς χθὲς πυρκαϊὰ ἐξερράγη εἰς τὸ χάνιον Κουτρούμπα, κείμενον εἰς τὰ Παλαιὰ Ψαράδικα ἐπιφέρουσα πολλὰς ζημίας εἰς τὸ κατάστημα ἀδιαβρόχων τοῦ Ἰσραηλίτου Σαμουὴλ Βάσσο ὡς καὶ εἰς τὰ γραφεῖα τῆς ἐφημερίδος τοῦ Βουλγάρου «Ἀνεξάρτητος» κείμενα εἰς τὸ αὐτὸ χάνιον.	[33, 1354, 231, 1489]
article-text: Χθὲς περὶ τὴν 4 μ. μ. ὥραν ἡ ἀστυνομία συναθροίσασα τοὺς μαθητὰς τοῦ βουλγαρικοῦ γυμνασίου εἰς τὸν ἐν τῇ θέσει Μουλὰ δημόσιον κῆπον παρὰ τὸ Βουλγαρικὸν γυμνάσιον, ἀνέκρινεν αὐτοὺς καὶ μάλιστα τοὺς συνεταίρους του, τοῦ θύματος, καὶ τὰς πληροφορίας μας ὅμως οὐδεὶς φωτεινοῦ σημείου ἠδυνήθη νὰ δραχθῇ.	[675, 178, 868, 386]
headline-sub: ΤΟ ΠΤΩΜΑ ΒΟΥΛΓΑΡΟΥ ΜΑΘΗΤΟΥ	[510, 96, 827, 118]
article-text: Οἱ οἰκεῖοι τοῦ θύματος, οὓς συνάντησεν τῆς «Μακεδονίας» εἶδε χθὲς τὸ ἑσπέρας ἀδύνατον νὰ ἀποφανθῶσιν ὅ,τι ἔστω καὶ τὸ παραμικρὸν δύον ἀφορᾷ τοὺς δολοφόνους τοῦ ἀτυχοῦς Γεωργίου Παπαδημητρίου.	[675, 423, 864, 567]
responsible-label: ΥΠΕΥΘΥΝΟΣ	[100, 169, 165, 178]
article-text: Κατ᾽ εἰδήσεις τοῦ Ὀθωμ. πρακτορείου ὁ Ἰταλικὸς στόλος ἀπέπλευσεν ἐκ Τάραντος μὲ ἄγνωστον διεύθυνσιν.	[33, 928, 231, 982]
article-text: τηλεγραφήματα ὧν τὸ ἓν ἀπεστάλη εἰ. τὴν Κυβέρνησιν τὸ δ᾽ ἕτερον εἰς τὴν ἐν Κων)πόλει ἕδραν τοῦ κόμματος τῆς Ἐλευθερίας καὶ Συνεννοήσεως.	[675, 1192, 874, 1288]
article-text: Τὸ πτῶμα μεταφερθὲν εἰς τὴν πόλιν ἐξηκριβώθη ὅτι ἀνῆκεν εἰς μαθητὴν τῆς τελειοδιδάκτου τάξεως τοῦ ἐν τῇ πόλει μας Βουλγαρικοῦ Γυμνασίου Γεώργιον υἱὸν τοῦ βουλγάρου ἱερέως τῆς ἐν τῇ συνοικίᾳ Βαρδαρίου Βουλγαρικῆς ἐκκλησίας Παπᾶ Δημητρίου.	[461, 354, 661, 514]
news-item: ΒΙΕΝΝΗ 8.—Ὁ ὑπουργὸς τῶν ἐξωτερικῶν κόμης Βέρχτολδ θὰ μεταβῇ προσεχῶς εἰς Βερολῖνον ἵνα παρουσιασθῇ εἰς τὸν αὐτοκράτορα Γουλιέλμον καὶ προσωπικῶς συνεννοηθῇ μετὰ τοῦ ἀρχιγραμματέως Μπέτμαν Χόλβεγ.	[888, 2088, 1292, 2168]
article-title: ΤΗΛΕΦΩΝΙΚΑ	[79, 651, 186, 670]
news-source: «Ν.Ε.Τ.»	[1256, 1747, 1301, 1760]
owner-label: ΙΔΙΟΚΤΗΤΗΣ ΚΑΙ ΔΙΕΥΘΥΝΤΗΣ	[53, 141, 212, 150]
article-text: Προχθὲς τὸ ἑσπέρας δύο φύλακες τοῦ Μονοπωλίου τῶν καπνῶν ἄνευ οὐδεμιᾶς αἰτίας ἐπυροβόλουν ἔξωθεν τῆς Πύλης Βαρδαρίου. Ἡ ἀστυνομία συνέλαβε ἀμφοτέρους καὶ παρέδωκεν αὐτοὺς εἰς τὴν εἰσαγγελίαν διὰ τὰ περαιτέρω.	[33, 793, 231, 887]
article-title: Ο ΥΠΟΥΡΓΟΣ ΤΩΝ ΕΣΩΤΕΡΙΚΩΝ	[54, 315, 211, 327]
